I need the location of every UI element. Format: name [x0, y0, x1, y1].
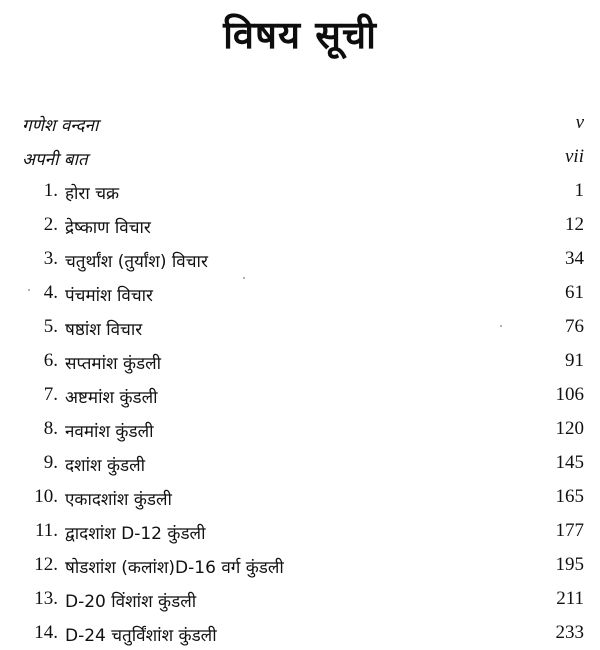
toc-entry-chapter-2[interactable] [0, 212, 600, 242]
toc-entry-label: एकादशांश कुंडली [65, 490, 172, 510]
page-title: विषय सूची [223, 13, 377, 57]
toc-entry-chapter-4[interactable] [0, 280, 600, 310]
toc-entry-chapter-5[interactable] [0, 314, 600, 344]
toc-entry-label: पंचमांश विचार [65, 286, 153, 306]
scan-speck [500, 325, 502, 327]
toc-entry-label: गणेश वन्दना [22, 116, 99, 136]
toc-entry-page: 233 [555, 622, 584, 643]
toc-entry-page: v [575, 112, 584, 133]
toc-entry-chapter-13[interactable] [0, 586, 600, 616]
toc-entry-chapter-12[interactable] [0, 552, 600, 582]
toc-entry-number: 6. [43, 350, 58, 371]
toc-entry-front-ganesh-vandana[interactable] [0, 110, 600, 140]
toc-entry-page: vii [565, 146, 584, 167]
toc-entry-number: 1. [43, 180, 58, 201]
toc-entry-label: D-20 विंशांश कुंडली [65, 592, 197, 612]
toc-entry-label: अष्टमांश कुंडली [65, 388, 158, 408]
scan-speck [28, 289, 30, 291]
toc-entry-page: 1 [574, 180, 584, 201]
toc-entry-page: 34 [565, 248, 584, 269]
toc-entry-chapter-10[interactable] [0, 484, 600, 514]
toc-entry-number: 14. [34, 622, 58, 643]
toc-entry-label: नवमांश कुंडली [65, 422, 154, 442]
toc-entry-chapter-11[interactable] [0, 518, 600, 548]
toc-entry-label: द्वादशांश D-12 कुंडली [65, 524, 206, 544]
toc-entry-page: 177 [555, 520, 584, 541]
toc-entry-label: चतुर्थांश (तुर्यांश) विचार [65, 252, 208, 272]
toc-entry-label: अपनी बात [22, 150, 88, 170]
toc-entry-label: D-24 चतुर्विंशांश कुंडली [65, 626, 217, 646]
toc-entry-number: 7. [43, 384, 58, 405]
toc-entry-page: 165 [555, 486, 584, 507]
scan-speck [243, 277, 245, 279]
toc-entry-number: 4. [43, 282, 58, 303]
toc-entry-number: 13. [34, 588, 58, 609]
toc-entry-page: 91 [565, 350, 584, 371]
toc-entry-label: षष्ठांश विचार [65, 320, 143, 340]
toc-entry-chapter-6[interactable] [0, 348, 600, 378]
toc-entry-chapter-1[interactable] [0, 178, 600, 208]
toc-entry-number: 3. [43, 248, 58, 269]
toc-entry-number: 2. [43, 214, 58, 235]
toc-entry-number: 10. [34, 486, 58, 507]
toc-entry-label: षोडशांश (कलांश)D-16 वर्ग कुंडली [65, 558, 284, 578]
toc-entry-chapter-8[interactable] [0, 416, 600, 446]
toc-entry-page: 211 [556, 588, 584, 609]
toc-entry-page: 106 [555, 384, 584, 405]
toc-entry-chapter-9[interactable] [0, 450, 600, 480]
toc-entry-label: दशांश कुंडली [65, 456, 146, 476]
toc-entry-page: 76 [565, 316, 584, 337]
toc-entry-page: 145 [555, 452, 584, 473]
toc-entry-chapter-3[interactable] [0, 246, 600, 276]
toc-entry-front-apni-baat[interactable] [0, 144, 600, 174]
toc-entry-number: 8. [43, 418, 58, 439]
toc-entry-label: द्रेष्काण विचार [65, 218, 151, 238]
toc-entry-number: 12. [34, 554, 58, 575]
toc-entry-chapter-7[interactable] [0, 382, 600, 412]
toc-entry-page: 12 [565, 214, 584, 235]
toc-entry-label: सप्तमांश कुंडली [65, 354, 162, 374]
toc-entry-number: 11. [34, 520, 58, 541]
toc-entry-number: 9. [43, 452, 58, 473]
toc-entry-page: 195 [555, 554, 584, 575]
toc-entry-page: 120 [555, 418, 584, 439]
toc-entry-label: होरा चक्र [65, 184, 120, 204]
toc-entry-page: 61 [565, 282, 584, 303]
toc-entry-chapter-14[interactable] [0, 620, 600, 650]
toc-entry-number: 5. [43, 316, 58, 337]
